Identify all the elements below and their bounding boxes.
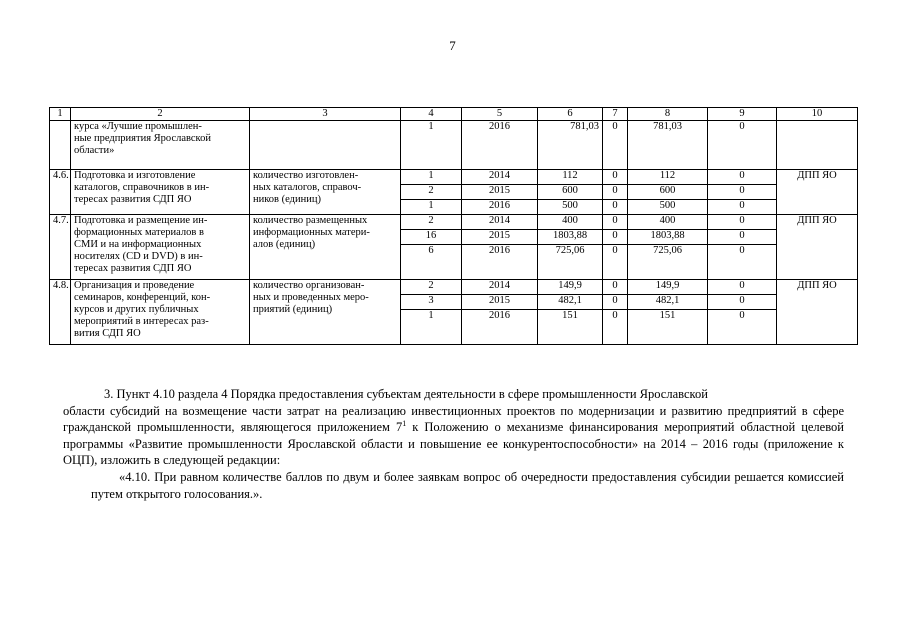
value-cell: 0 xyxy=(603,280,628,295)
year-cell: 2015 xyxy=(462,295,538,310)
value-cell: 0 xyxy=(708,121,777,170)
header-cell: 8 xyxy=(628,108,708,121)
total-cell: 112 xyxy=(538,170,603,185)
indicator-cell: количество изготовлен- ных каталогов, справоч- ников (единиц) xyxy=(250,170,401,215)
value-cell: 0 xyxy=(603,245,628,280)
value-cell: 0 xyxy=(708,230,777,245)
paragraph-4-10: «4.10. При равном количестве баллов по двум и более заявкам вопрос об очередности предоставления субсидии решается комиссией путем открытого голосования.». xyxy=(91,469,844,501)
amount-cell: 2 xyxy=(401,185,462,200)
header-cell: 9 xyxy=(708,108,777,121)
activity-cell: Подготовка и изготовление каталогов, справочников в ин- тересах развития СДП ЯО xyxy=(71,170,250,215)
amount-cell: 1 xyxy=(401,200,462,215)
row-number: 4.7. xyxy=(50,215,71,280)
paragraph-3-text-end: к Положению о механизме финансирования мероприятий областной целевой программы «Развитие промышленности Ярославской области и повышение ее конкурентоспособности» на 2014 – 2016 годы (приложение к ОЦП), изложить в следующей редакции: xyxy=(63,420,844,468)
header-cell: 7 xyxy=(603,108,628,121)
amount-cell: 1 xyxy=(401,121,462,170)
activity-cell: Организация и проведение семинаров, конференций, кон- курсов и других публичных мероприятий в интересах раз- вития СДП ЯО xyxy=(71,280,250,345)
header-cell: 6 xyxy=(538,108,603,121)
value-cell: 0 xyxy=(603,230,628,245)
indicator-cell xyxy=(250,121,401,170)
body-text xyxy=(63,386,844,502)
executor-cell xyxy=(777,121,858,170)
year-cell: 2015 xyxy=(462,230,538,245)
value-cell: 0 xyxy=(603,200,628,215)
value-cell: 151 xyxy=(628,310,708,345)
total-cell: 149,9 xyxy=(538,280,603,295)
value-cell: 0 xyxy=(708,310,777,345)
total-cell: 725,06 xyxy=(538,245,603,280)
value-cell: 1803,88 xyxy=(628,230,708,245)
total-cell: 151 xyxy=(538,310,603,345)
table-row xyxy=(50,215,858,230)
year-cell: 2015 xyxy=(462,185,538,200)
value-cell: 0 xyxy=(708,245,777,280)
row-number: 4.6. xyxy=(50,170,71,215)
year-cell: 2016 xyxy=(462,245,538,280)
total-cell: 400 xyxy=(538,215,603,230)
table-row xyxy=(50,280,858,295)
value-cell: 0 xyxy=(603,295,628,310)
year-cell: 2014 xyxy=(462,280,538,295)
year-cell: 2016 xyxy=(462,310,538,345)
year-cell: 2016 xyxy=(462,121,538,170)
amount-cell: 2 xyxy=(401,215,462,230)
table-row xyxy=(50,121,858,170)
amount-cell: 2 xyxy=(401,280,462,295)
executor-cell: ДПП ЯО xyxy=(777,170,858,215)
header-cell: 2 xyxy=(71,108,250,121)
row-number: 4.8. xyxy=(50,280,71,345)
amount-cell: 6 xyxy=(401,245,462,280)
value-cell: 0 xyxy=(603,185,628,200)
executor-cell: ДПП ЯО xyxy=(777,215,858,280)
value-cell: 149,9 xyxy=(628,280,708,295)
value-cell: 0 xyxy=(603,310,628,345)
value-cell: 0 xyxy=(708,200,777,215)
header-cell: 1 xyxy=(50,108,71,121)
value-cell: 112 xyxy=(628,170,708,185)
value-cell: 0 xyxy=(708,215,777,230)
total-cell: 1803,88 xyxy=(538,230,603,245)
total-cell: 482,1 xyxy=(538,295,603,310)
total-cell: 500 xyxy=(538,200,603,215)
value-cell: 500 xyxy=(628,200,708,215)
paragraph-3-text: области субсидий на возмещение части затрат на реализацию инвестиционных проектов по модернизации и развитию предприятий в сфере гражданской промышленности, являющегося приложением 7 xyxy=(63,403,844,435)
activity-cell: Подготовка и размещение ин- формационных материалов в СМИ и на информационных носителях (CD и DVD) в ин- тересах развития СДП ЯО xyxy=(71,215,250,280)
header-cell: 5 xyxy=(462,108,538,121)
paragraph-3-line-1: 3. Пункт 4.10 раздела 4 Порядка предоставления субъектам деятельности в сфере промышленности Ярославской xyxy=(104,387,708,401)
amount-cell: 16 xyxy=(401,230,462,245)
value-cell: 0 xyxy=(708,280,777,295)
value-cell: 0 xyxy=(603,215,628,230)
header-cell: 10 xyxy=(777,108,858,121)
activities-table xyxy=(49,107,858,345)
year-cell: 2016 xyxy=(462,200,538,215)
year-cell: 2014 xyxy=(462,215,538,230)
year-cell: 2014 xyxy=(462,170,538,185)
amount-cell: 1 xyxy=(401,310,462,345)
paragraph-3-continuation xyxy=(63,403,844,469)
superscript: 1 xyxy=(402,419,407,429)
value-cell: 482,1 xyxy=(628,295,708,310)
activity-cell: курса «Лучшие промышлен- ные предприятия Ярославской области» xyxy=(71,121,250,170)
value-cell: 400 xyxy=(628,215,708,230)
table-row xyxy=(50,170,858,185)
value-cell: 0 xyxy=(603,170,628,185)
paragraph-3 xyxy=(104,386,844,403)
total-cell: 600 xyxy=(538,185,603,200)
value-cell: 0 xyxy=(708,295,777,310)
header-cell: 3 xyxy=(250,108,401,121)
page-number: 7 xyxy=(449,38,456,53)
header-cell: 4 xyxy=(401,108,462,121)
value-cell: 781,03 xyxy=(628,121,708,170)
amount-cell: 1 xyxy=(401,170,462,185)
value-cell: 725,06 xyxy=(628,245,708,280)
amount-cell: 3 xyxy=(401,295,462,310)
value-cell: 600 xyxy=(628,185,708,200)
value-cell: 0 xyxy=(708,185,777,200)
table-header-row xyxy=(50,108,858,121)
total-cell: 781,03 xyxy=(538,121,603,170)
value-cell: 0 xyxy=(708,170,777,185)
row-number xyxy=(50,121,71,170)
executor-cell: ДПП ЯО xyxy=(777,280,858,345)
value-cell: 0 xyxy=(603,121,628,170)
indicator-cell: количество организован- ных и проведенных меро- приятий (единиц) xyxy=(250,280,401,345)
indicator-cell: количество размещенных информационных матери- алов (единиц) xyxy=(250,215,401,280)
